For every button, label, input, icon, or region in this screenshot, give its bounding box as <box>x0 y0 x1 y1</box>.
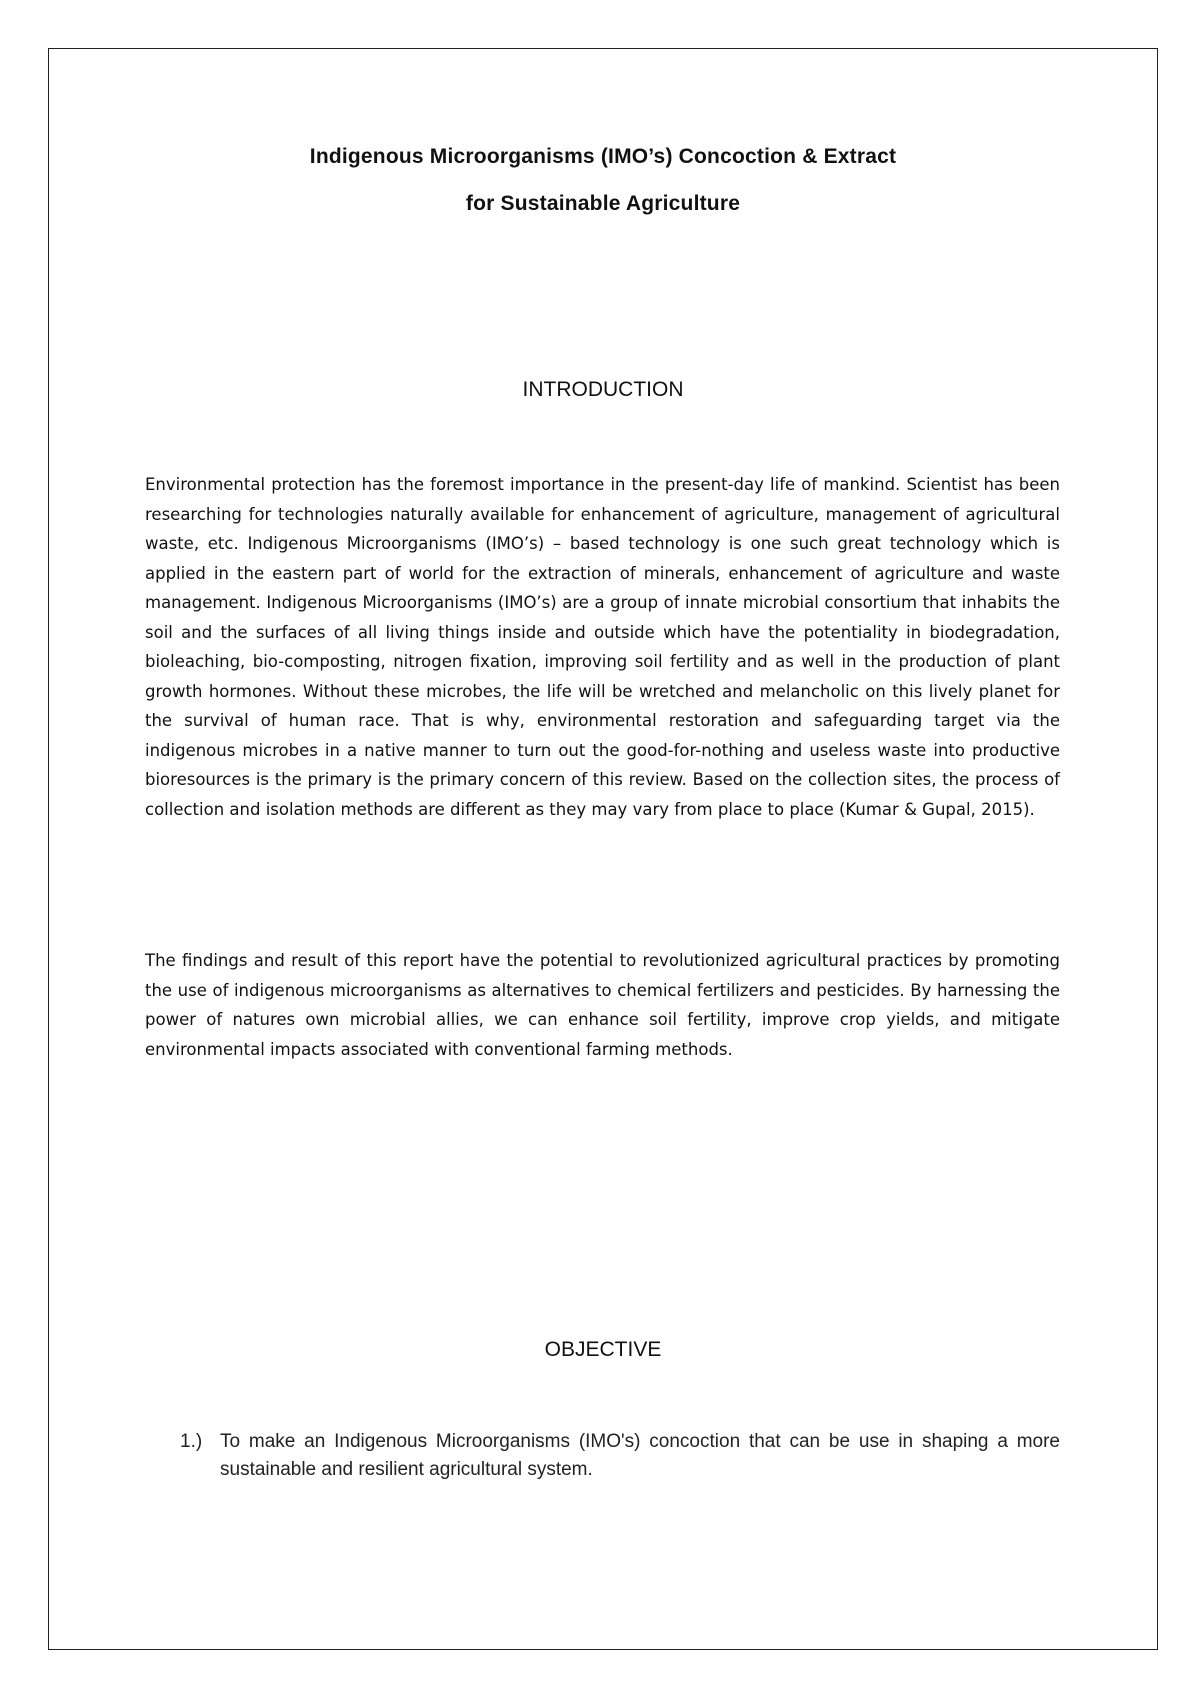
introduction-paragraph-2: The findings and result of this report have the potential to revolutionized agricultural practices by promoting the use of indigenous microorganisms as alternatives to chemical fertilizers and pesticides. By harnessing the power of natures own microbial allies, we can enhance soil fertility, improve crop yields, and mitigate environmental impacts associated with conventional farming methods. <box>145 951 1060 1059</box>
introduction-heading: INTRODUCTION <box>522 378 684 401</box>
objective-item-text: To make an Indigenous Microorganisms (IMO's) concoction that can be use in shaping a more sustainable and resilient agricultural system. <box>220 1431 1060 1480</box>
document-subtitle: for Sustainable Agriculture <box>465 192 741 215</box>
objective-list <box>180 1428 1060 1484</box>
objective-heading: OBJECTIVE <box>544 1338 662 1361</box>
objective-item <box>180 1428 1060 1484</box>
objective-item-number: 1.) <box>180 1431 203 1452</box>
page-border <box>48 48 1158 1650</box>
document-title: Indigenous Microorganisms (IMO’s) Concoction & Extract <box>309 145 897 168</box>
introduction-paragraph-1: Environmental protection has the foremost importance in the present-day life of mankind. Scientist has been researching for technologies naturally available for enhancement of agriculture, management of agricultural waste, etc. Indigenous Microorganisms (IMO’s) – based technology is one such great technology which is applied in the eastern part of world for the extraction of minerals, enhancement of agriculture and waste management. Indigenous Microorganisms (IMO’s) are a group of innate microbial consortium that inhabits the soil and the surfaces of all living things inside and outside which have the potentiality in biodegradation, bioleaching, bio-composting, nitrogen fixation, improving soil fertility and as well in the production of plant growth hormones. Without these microbes, the life will be wretched and melancholic on this lively planet for the survival of human race. That is why, environmental restoration and safeguarding target via the indigenous microbes in a native manner to turn out the good-for-nothing and useless waste into productive bioresources is the primary is the primary concern of this review. Based on the collection sites, the process of collection and isolation methods are different as they may vary from place to place (Kumar & Gupal, 2015). <box>145 475 1060 819</box>
